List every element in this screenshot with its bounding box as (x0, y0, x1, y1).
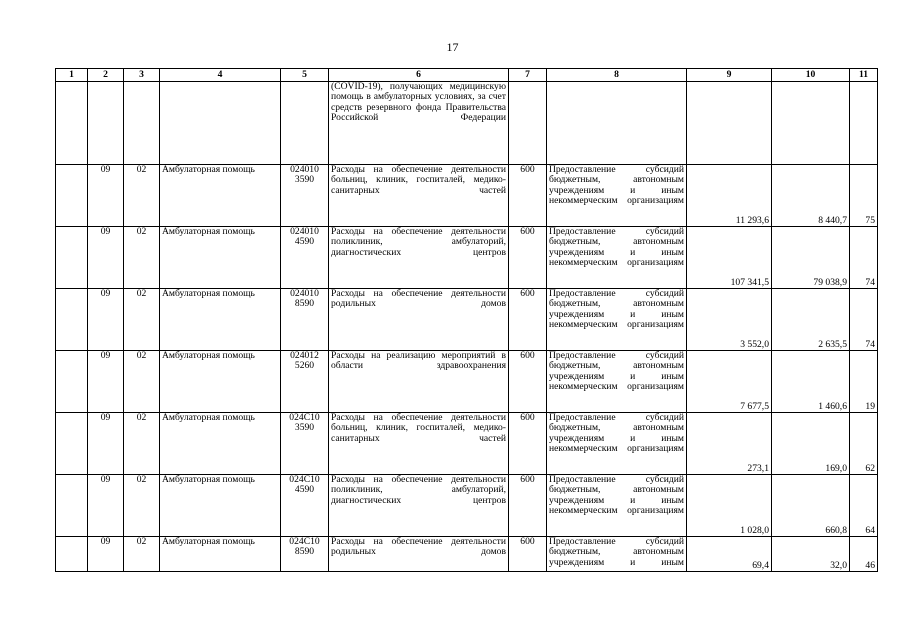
section-code: 09 (88, 165, 124, 227)
planned-amount: 107 341,5 (687, 227, 772, 289)
execution-percent: 46 (850, 537, 878, 572)
expense-description: Расходы на обеспечение деятельности родильных домов (329, 289, 509, 351)
subsection-code: 02 (124, 351, 160, 413)
executed-amount: 660,8 (772, 475, 850, 537)
expense-type-name: Предоставление субсидий бюджетным, автономным учреждениям и иным (547, 537, 687, 572)
planned-amount: 69,4 (687, 537, 772, 572)
page-number: 17 (446, 40, 459, 54)
subsection-code: 02 (124, 475, 160, 537)
table-row (56, 351, 878, 413)
expense-description: Расходы на обеспечение деятельности поликлиник, амбулаторий, диагностических центров (329, 227, 509, 289)
expense-type-name: Предоставление субсидий бюджетным, автономным учреждениям и иным некоммерческим организациям (547, 227, 687, 289)
col-header: 10 (772, 69, 850, 82)
section-name: Амбулаторная помощь (160, 165, 281, 227)
expense-description: Расходы на обеспечение деятельности больниц, клиник, госпиталей, медико-санитарных частей (329, 413, 509, 475)
target-article-code: 024012 5260 (281, 351, 329, 413)
target-article-code: 024010 8590 (281, 289, 329, 351)
table-row (56, 289, 878, 351)
expense-description: Расходы на обеспечение деятельности родильных домов (329, 537, 509, 572)
section-name: Амбулаторная помощь (160, 413, 281, 475)
execution-percent: 75 (850, 165, 878, 227)
section-code: 09 (88, 351, 124, 413)
expense-description: Расходы на обеспечение деятельности больниц, клиник, госпиталей, медико-санитарных частей (329, 165, 509, 227)
section-code: 09 (88, 475, 124, 537)
expense-type-code: 600 (509, 537, 547, 572)
section-name: Амбулаторная помощь (160, 537, 281, 572)
planned-amount: 7 677,5 (687, 351, 772, 413)
execution-percent: 62 (850, 413, 878, 475)
subsection-code: 02 (124, 227, 160, 289)
planned-amount: 273,1 (687, 413, 772, 475)
section-code: 09 (88, 227, 124, 289)
section-name: Амбулаторная помощь (160, 475, 281, 537)
execution-percent: 64 (850, 475, 878, 537)
col-header: 4 (160, 69, 281, 82)
expense-description: Расходы на обеспечение деятельности поликлиник, амбулаторий, диагностических центров (329, 475, 509, 537)
planned-amount: 11 293,6 (687, 165, 772, 227)
expense-type-code: 600 (509, 227, 547, 289)
section-code: 09 (88, 413, 124, 475)
expense-type-code: 600 (509, 413, 547, 475)
expense-type-name: Предоставление субсидий бюджетным, автономным учреждениям и иным некоммерческим организациям (547, 413, 687, 475)
executed-amount: 169,0 (772, 413, 850, 475)
section-name: Амбулаторная помощь (160, 289, 281, 351)
planned-amount: 3 552,0 (687, 289, 772, 351)
expense-description: (COVID-19), получающих медицинскую помощь в амбулаторных условиях, за счет средств резервного фонда Правительства Российской Федерации (329, 82, 509, 165)
target-article-code: 024010 4590 (281, 227, 329, 289)
table-row (56, 227, 878, 289)
expense-type-name: Предоставление субсидий бюджетным, автономным учреждениям и иным некоммерческим организациям (547, 351, 687, 413)
table-row (56, 413, 878, 475)
subsection-code: 02 (124, 413, 160, 475)
section-name: Амбулаторная помощь (160, 351, 281, 413)
target-article-code: 024С10 8590 (281, 537, 329, 572)
col-header: 9 (687, 69, 772, 82)
target-article-code: 024С10 3590 (281, 413, 329, 475)
executed-amount: 1 460,6 (772, 351, 850, 413)
section-name: Амбулаторная помощь (160, 227, 281, 289)
target-article-code: 024С10 4590 (281, 475, 329, 537)
section-code: 09 (88, 537, 124, 572)
expense-type-code: 600 (509, 475, 547, 537)
col-header: 11 (850, 69, 878, 82)
expense-type-code: 600 (509, 351, 547, 413)
expense-type-name: Предоставление субсидий бюджетным, автономным учреждениям и иным некоммерческим организациям (547, 165, 687, 227)
execution-percent: 19 (850, 351, 878, 413)
execution-percent: 74 (850, 289, 878, 351)
table-row (56, 165, 878, 227)
expense-type-name: Предоставление субсидий бюджетным, автономным учреждениям и иным некоммерческим организациям (547, 289, 687, 351)
col-header: 1 (56, 69, 88, 82)
col-header: 2 (88, 69, 124, 82)
subsection-code: 02 (124, 537, 160, 572)
budget-table (55, 68, 878, 572)
table-row (56, 537, 878, 572)
table-row (56, 82, 878, 165)
header-row (56, 69, 878, 82)
col-header: 6 (329, 69, 509, 82)
section-code: 09 (88, 289, 124, 351)
executed-amount: 32,0 (772, 537, 850, 572)
executed-amount: 79 038,9 (772, 227, 850, 289)
execution-percent: 74 (850, 227, 878, 289)
expense-type-name: Предоставление субсидий бюджетным, автономным учреждениям и иным некоммерческим организациям (547, 475, 687, 537)
expense-type-code: 600 (509, 165, 547, 227)
col-header: 7 (509, 69, 547, 82)
col-header: 8 (547, 69, 687, 82)
planned-amount: 1 028,0 (687, 475, 772, 537)
executed-amount: 2 635,5 (772, 289, 850, 351)
col-header: 5 (281, 69, 329, 82)
expense-description: Расходы на реализацию мероприятий в области здравоохранения (329, 351, 509, 413)
target-article-code: 024010 3590 (281, 165, 329, 227)
table-row (56, 475, 878, 537)
subsection-code: 02 (124, 289, 160, 351)
executed-amount: 8 440,7 (772, 165, 850, 227)
subsection-code: 02 (124, 165, 160, 227)
expense-type-code: 600 (509, 289, 547, 351)
col-header: 3 (124, 69, 160, 82)
